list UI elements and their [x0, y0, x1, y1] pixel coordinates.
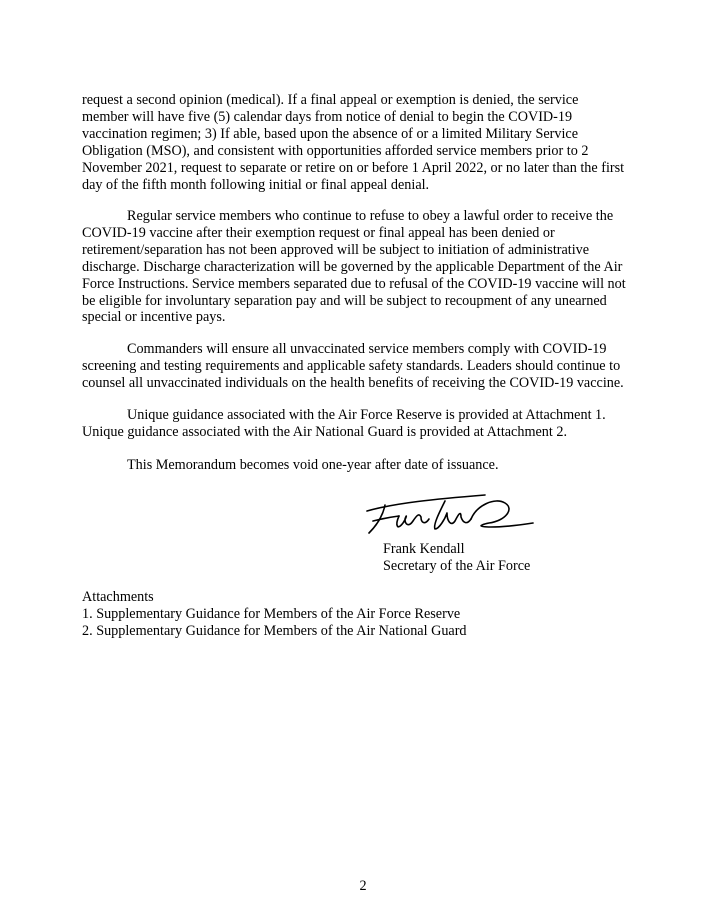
signature-block [383, 541, 633, 575]
paragraph-void-notice: This Memorandum becomes void one-year after date of issuance. [127, 457, 499, 473]
attachments-heading: Attachments [82, 589, 154, 605]
paragraph-administrative-discharge: Regular service members who continue to refuse to obey a lawful order to receive the COVID-19 vaccine after their exemption request or final appeal has been denied or retirement/separation has not been approved will be subject to initiation of administrative discharge. Discharge characterization will be governed by the applicable Department of the Air Force Instructions. Service members separated due to refusal of the COVID-19 vaccine will not be eligible for involuntary separation pay and will be subject to recoupment of any unearned special or incentive pays. [82, 208, 626, 326]
attachments-list [82, 589, 627, 640]
signer-title: Secretary of the Air Force [383, 557, 531, 574]
page-number: 2 [359, 878, 367, 894]
paragraph-medical-opinion: request a second opinion (medical). If a final appeal or exemption is denied, the service member will have five (5) calendar days from notice of denial to begin the COVID-19 vaccination regimen; 3) If able, based upon the absence of or a limited Military Service Obligation (MSO), and consistent with opportunities afforded service members prior to 2 November 2021, request to separate or retire on or before 1 April 2022, or no later than the first day of the fifth month following initial or final appeal denial. [82, 92, 625, 193]
attachment-item: 2. Supplementary Guidance for Members of the Air National Guard [82, 622, 467, 639]
signer-name: Frank Kendall [383, 541, 465, 557]
paragraph-screening-testing: Commanders will ensure all unvaccinated service members comply with COVID-19 screening and testing requirements and applicable safety standards. Leaders should continue to counsel all unvaccinated individuals on the health benefits of receiving the COVID-19 vaccine. [82, 341, 624, 391]
handwritten-signature [355, 483, 535, 543]
attachment-item: 1. Supplementary Guidance for Members of the Air Force Reserve [82, 605, 461, 622]
paragraph-unique-guidance: Unique guidance associated with the Air Force Reserve is provided at Attachment 1. Unique guidance associated with the Air National Guard is provided at Attachment 2. [82, 407, 606, 440]
